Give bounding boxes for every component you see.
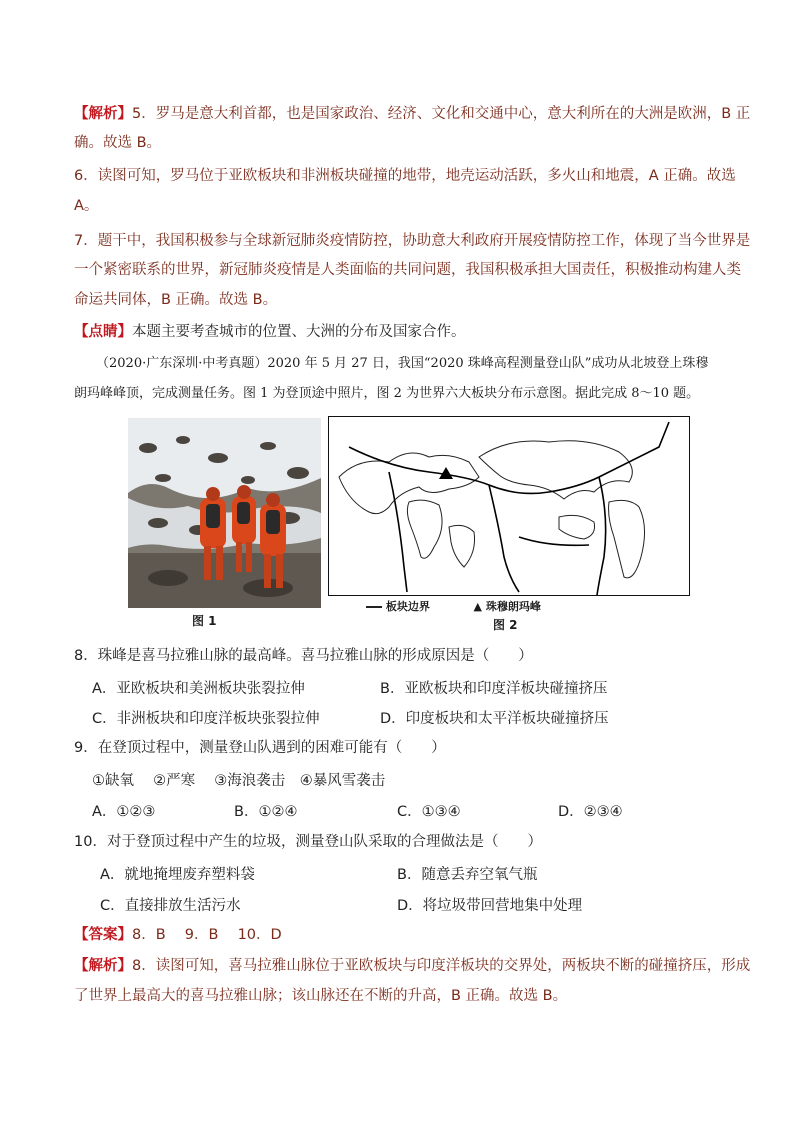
question-9-option-b: B．①②④ bbox=[234, 804, 298, 820]
question-8-option-a: A．亚欧板块和美洲板块张裂拉伸 bbox=[92, 681, 305, 697]
analysis-8-line1 bbox=[74, 956, 750, 976]
question-10-option-d: D．将垃圾带回营地集中处理 bbox=[397, 898, 583, 914]
question-8-option-c: C．非洲板块和印度洋板块张裂拉伸 bbox=[92, 711, 320, 727]
answer-line bbox=[74, 925, 282, 945]
point-tag: 【点睛】 bbox=[74, 324, 132, 340]
item-6-line2: A。 bbox=[74, 198, 99, 214]
figure-1-photo bbox=[128, 418, 321, 608]
legend-peak-label: 珠穆朗玛峰 bbox=[485, 600, 541, 613]
question-8-stem: 8．珠峰是喜马拉雅山脉的最高峰。喜马拉雅山脉的形成原因是（ ） bbox=[74, 648, 533, 664]
answer-text: 8．B 9．B 10．D bbox=[132, 927, 282, 943]
question-8-option-d: D．印度板块和太平洋板块碰撞挤压 bbox=[380, 711, 609, 727]
figure-1-caption: 图 1 bbox=[192, 614, 217, 628]
question-8-option-b: B．亚欧板块和印度洋板块碰撞挤压 bbox=[380, 681, 608, 697]
analysis-5-line2: 确。故选 B。 bbox=[74, 135, 162, 151]
analysis-tag: 【解析】 bbox=[74, 106, 132, 122]
item-7-line3: 命运共同体，B 正确。故选 B。 bbox=[74, 292, 278, 308]
analysis-5-text: 5．罗马是意大利首都，也是国家政治、经济、文化和交通中心，意大利所在的大洲是欧洲，B 正 bbox=[132, 106, 751, 122]
point-text: 本题主要考查城市的位置、大洲的分布及国家合作。 bbox=[132, 324, 466, 340]
point-line bbox=[74, 322, 466, 342]
item-7-line2: 一个紧密联系的世界，新冠肺炎疫情是人类面临的共同问题，我国积极承担大国责任，积极推动构建人类 bbox=[74, 262, 741, 278]
figure-2-map bbox=[328, 416, 690, 596]
question-9-option-d: D．②③④ bbox=[558, 804, 623, 820]
intro-line1: （2020·广东深圳·中考真题）2020 年 5 月 27 日，我国“2020 珠峰高程测量登山队”成功从北坡登上珠穆 bbox=[96, 356, 709, 371]
item-7-line1: 7．题干中，我国积极参与全球新冠肺炎疫情防控，协助意大利政府开展疫情防控工作，体现了当今世界是 bbox=[74, 233, 751, 249]
item-6-line1: 6．读图可知，罗马位于亚欧板块和非洲板块碰撞的地带，地壳运动活跃，多火山和地震，A 正确。故选 bbox=[74, 168, 736, 184]
answer-tag: 【答案】 bbox=[74, 927, 132, 943]
analysis-5-line1 bbox=[74, 104, 750, 124]
question-10-option-c: C．直接排放生活污水 bbox=[100, 898, 241, 914]
intro-line2: 朗玛峰峰顶，完成测量任务。图 1 为登顶途中照片，图 2 为世界六大板块分布示意图。据此完成 8～10 题。 bbox=[74, 386, 700, 401]
question-10-option-a: A．就地掩埋废弃塑料袋 bbox=[100, 867, 255, 883]
legend-boundary-label: 板块边界 bbox=[385, 600, 430, 613]
figure-2-legend bbox=[366, 598, 541, 614]
figure-2-caption: 图 2 bbox=[493, 618, 518, 632]
triangle-icon: ▲ bbox=[473, 600, 482, 613]
question-9-stem: 9．在登顶过程中，测量登山队遇到的困难可能有（ ） bbox=[74, 740, 446, 756]
analysis-8-line2: 了世界上最高大的喜马拉雅山脉；该山脉还在不断的升高，B 正确。故选 B。 bbox=[74, 988, 568, 1004]
question-9-option-a: A．①②③ bbox=[92, 804, 156, 820]
question-9-items: ①缺氧 ②严寒 ③海浪袭击 ④暴风雪袭击 bbox=[92, 773, 386, 789]
question-9-option-c: C．①③④ bbox=[397, 804, 461, 820]
question-10-option-b: B．随意丢弃空氧气瓶 bbox=[397, 867, 538, 883]
analysis-8-text: 8．读图可知，喜马拉雅山脉位于亚欧板块与印度洋板块的交界处，两板块不断的碰撞挤压，形成 bbox=[132, 958, 751, 974]
analysis-tag-2: 【解析】 bbox=[74, 958, 132, 974]
question-10-stem: 10．对于登顶过程中产生的垃圾，测量登山队采取的合理做法是（ ） bbox=[74, 834, 542, 850]
boundary-legend-line bbox=[366, 606, 382, 608]
